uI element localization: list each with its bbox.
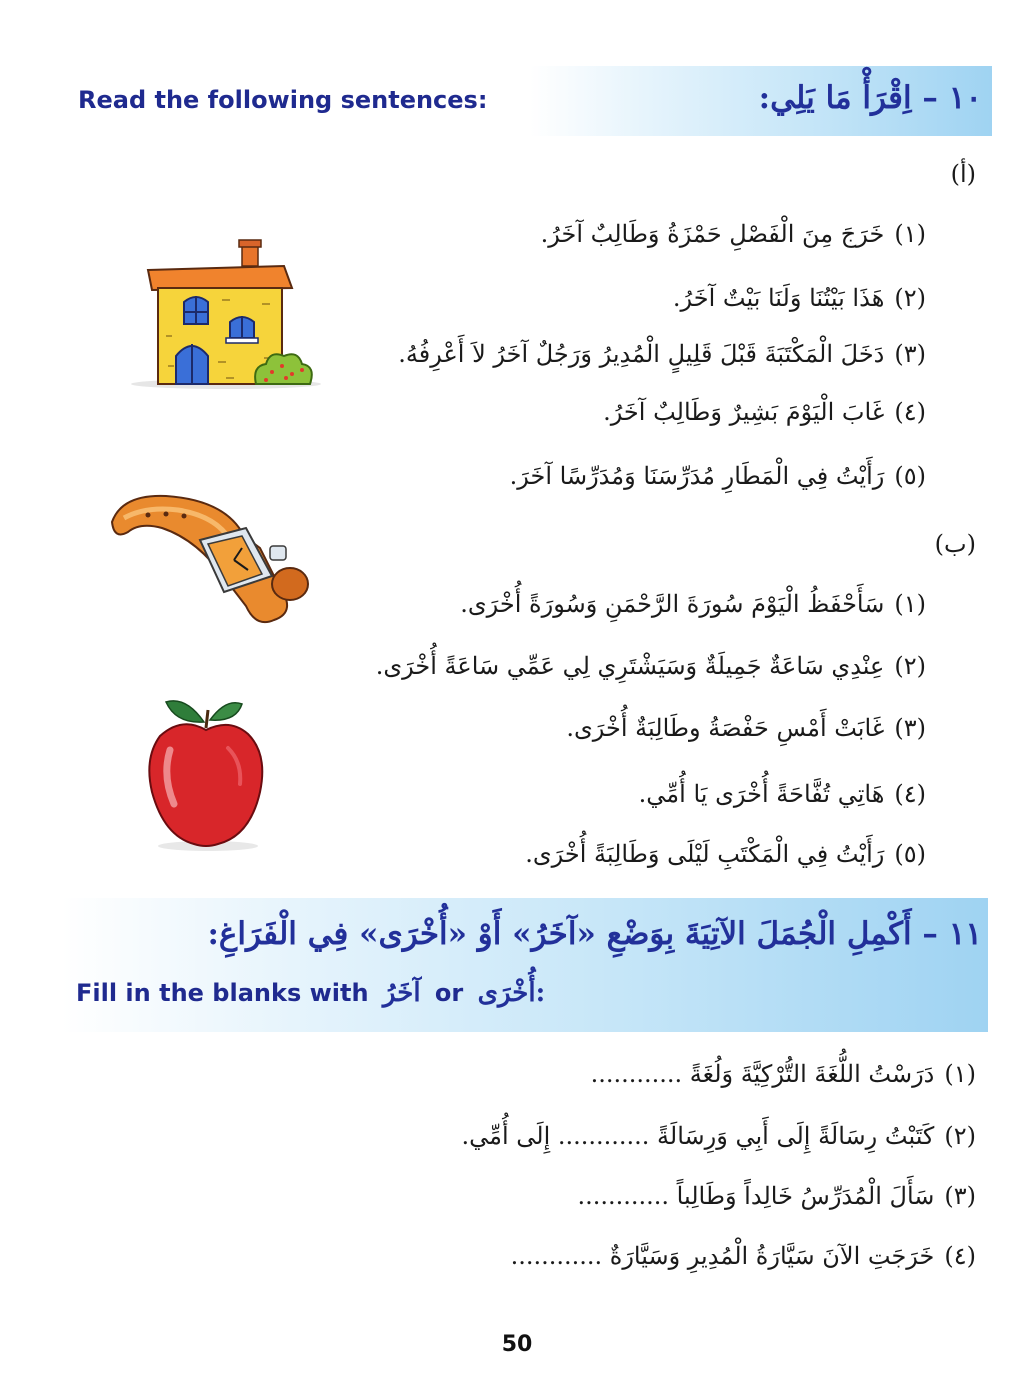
sentence-text: رَأَيْتُ فِي الْمَطَارِ مُدَرِّسَنَا وَمُدَرِّسًا آخَرَ. [509,462,885,490]
en-prefix: Fill in the blanks with [76,979,369,1007]
item-number: (٤) [894,398,926,426]
group-a-item-1 [541,220,926,248]
group-a-label: (أ) [950,160,976,188]
word-akhar: آخَرُ [382,978,421,1008]
house-illustration [126,238,326,393]
sentence-text: كَتَبْتُ رِسَالَةً إِلَى أَبِي وَرِسَالَةً ............ إِلَى أُمِّي. [461,1122,935,1150]
group-b-item-2 [376,652,926,680]
section-11-arabic-title [207,916,982,952]
section-11-english-title [76,978,545,1008]
group-b-item-1 [460,590,926,618]
item-number: (٢) [944,1122,976,1150]
exercise-item-3 [578,1182,977,1210]
sentence-text: غَابَتْ أَمْسِ حَفْصَةُ وطَالِبَةٌ أُخْرَى. [566,714,885,742]
item-number: (٤) [944,1242,976,1270]
sentence-text: رَأَيْتُ فِي الْمَكْتَبِ لَيْلَى وَطَالِبَةً أُخْرَى. [525,840,885,868]
sentence-text: خَرَجَتِ الآنَ سَيَّارَةُ الْمُدِيرِ وَسَيَّارَةٌ ............ [510,1242,935,1270]
en-or: or [434,979,464,1007]
group-b-item-3 [566,714,926,742]
group-a-item-2 [673,284,926,312]
sentence-text: دَخَلَ الْمَكْتَبَةَ قَبْلَ قَلِيلٍ الْمُدِيرُ وَرَجُلٌ آخَرُ لاَ أَعْرِفُهُ. [398,340,885,368]
sentence-text: هَاتِي تُفَّاحَةً أُخْرَى يَا أُمِّي. [638,780,885,808]
word-ukhra: أُخْرَى: [477,978,546,1008]
group-a-item-3 [398,340,926,368]
sentence-text: سَأَلَ الْمُدَرِّسُ خَالِداً وَطَالِباً ............ [577,1182,935,1210]
sentence-text: سَأَحْفَظُ الْيَوْمَ سُورَةَ الرَّحْمَنِ وَسُورَةً أُخْرَى. [460,590,885,618]
item-number: (٣) [944,1182,976,1210]
item-number: (١) [944,1060,976,1088]
item-number: (٣) [894,714,926,742]
item-number: (١) [894,590,926,618]
apple-illustration [142,688,272,854]
item-number: (٣) [894,340,926,368]
item-number: (٤) [894,780,926,808]
section-10-arabic-title-text: اِقْرَأْ مَا يَلِي: [758,80,912,116]
exercise-item-1 [591,1060,976,1088]
group-b-item-4 [639,780,926,808]
item-number: (٥) [894,840,926,868]
group-a-item-4 [603,398,926,426]
group-b-label: (ب) [934,530,976,558]
exercise-item-4 [511,1242,976,1270]
sentence-text: غَابَ الْيَوْمَ بَشِيرٌ وَطَالِبٌ آخَرُ. [603,398,885,426]
section-10-number: ١٠ – [922,80,982,116]
section-11-arabic-title-text: أَكْمِلِ الْجُمَلَ الآتِيَةَ بِوَضْعِ «آخَرُ» أَوْ «أُخْرَى» فِي الْفَرَاغِ: [207,916,912,952]
wristwatch-illustration [106,488,316,630]
group-a-item-5 [510,462,926,490]
item-number: (١) [894,220,926,248]
exercise-item-2 [461,1122,976,1150]
page-number: 50 [501,1332,533,1357]
item-number: (٥) [894,462,926,490]
section-11-number: ١١ – [922,916,982,952]
group-b-item-5 [525,840,926,868]
sentence-text: هَذَا بَيْتُنَا وَلَنَا بَيْتٌ آخَرُ. [672,284,885,312]
section-10-arabic-title [759,80,982,116]
sentence-text: دَرَسْتُ اللُّغَةَ التُّرْكِيَّةَ وَلُغَةً ............ [590,1060,935,1088]
item-number: (٢) [894,284,926,312]
sentence-text: عِنْدِي سَاعَةٌ جَمِيلَةٌ وَسَيَشْتَرِي لِي عَمِّي سَاعَةً أُخْرَى. [375,652,885,680]
section-10-english-title: Read the following sentences: [78,86,488,114]
item-number: (٢) [894,652,926,680]
sentence-text: خَرَجَ مِنَ الْفَصْلِ حَمْزَةُ وَطَالِبٌ آخَرُ. [540,220,885,248]
